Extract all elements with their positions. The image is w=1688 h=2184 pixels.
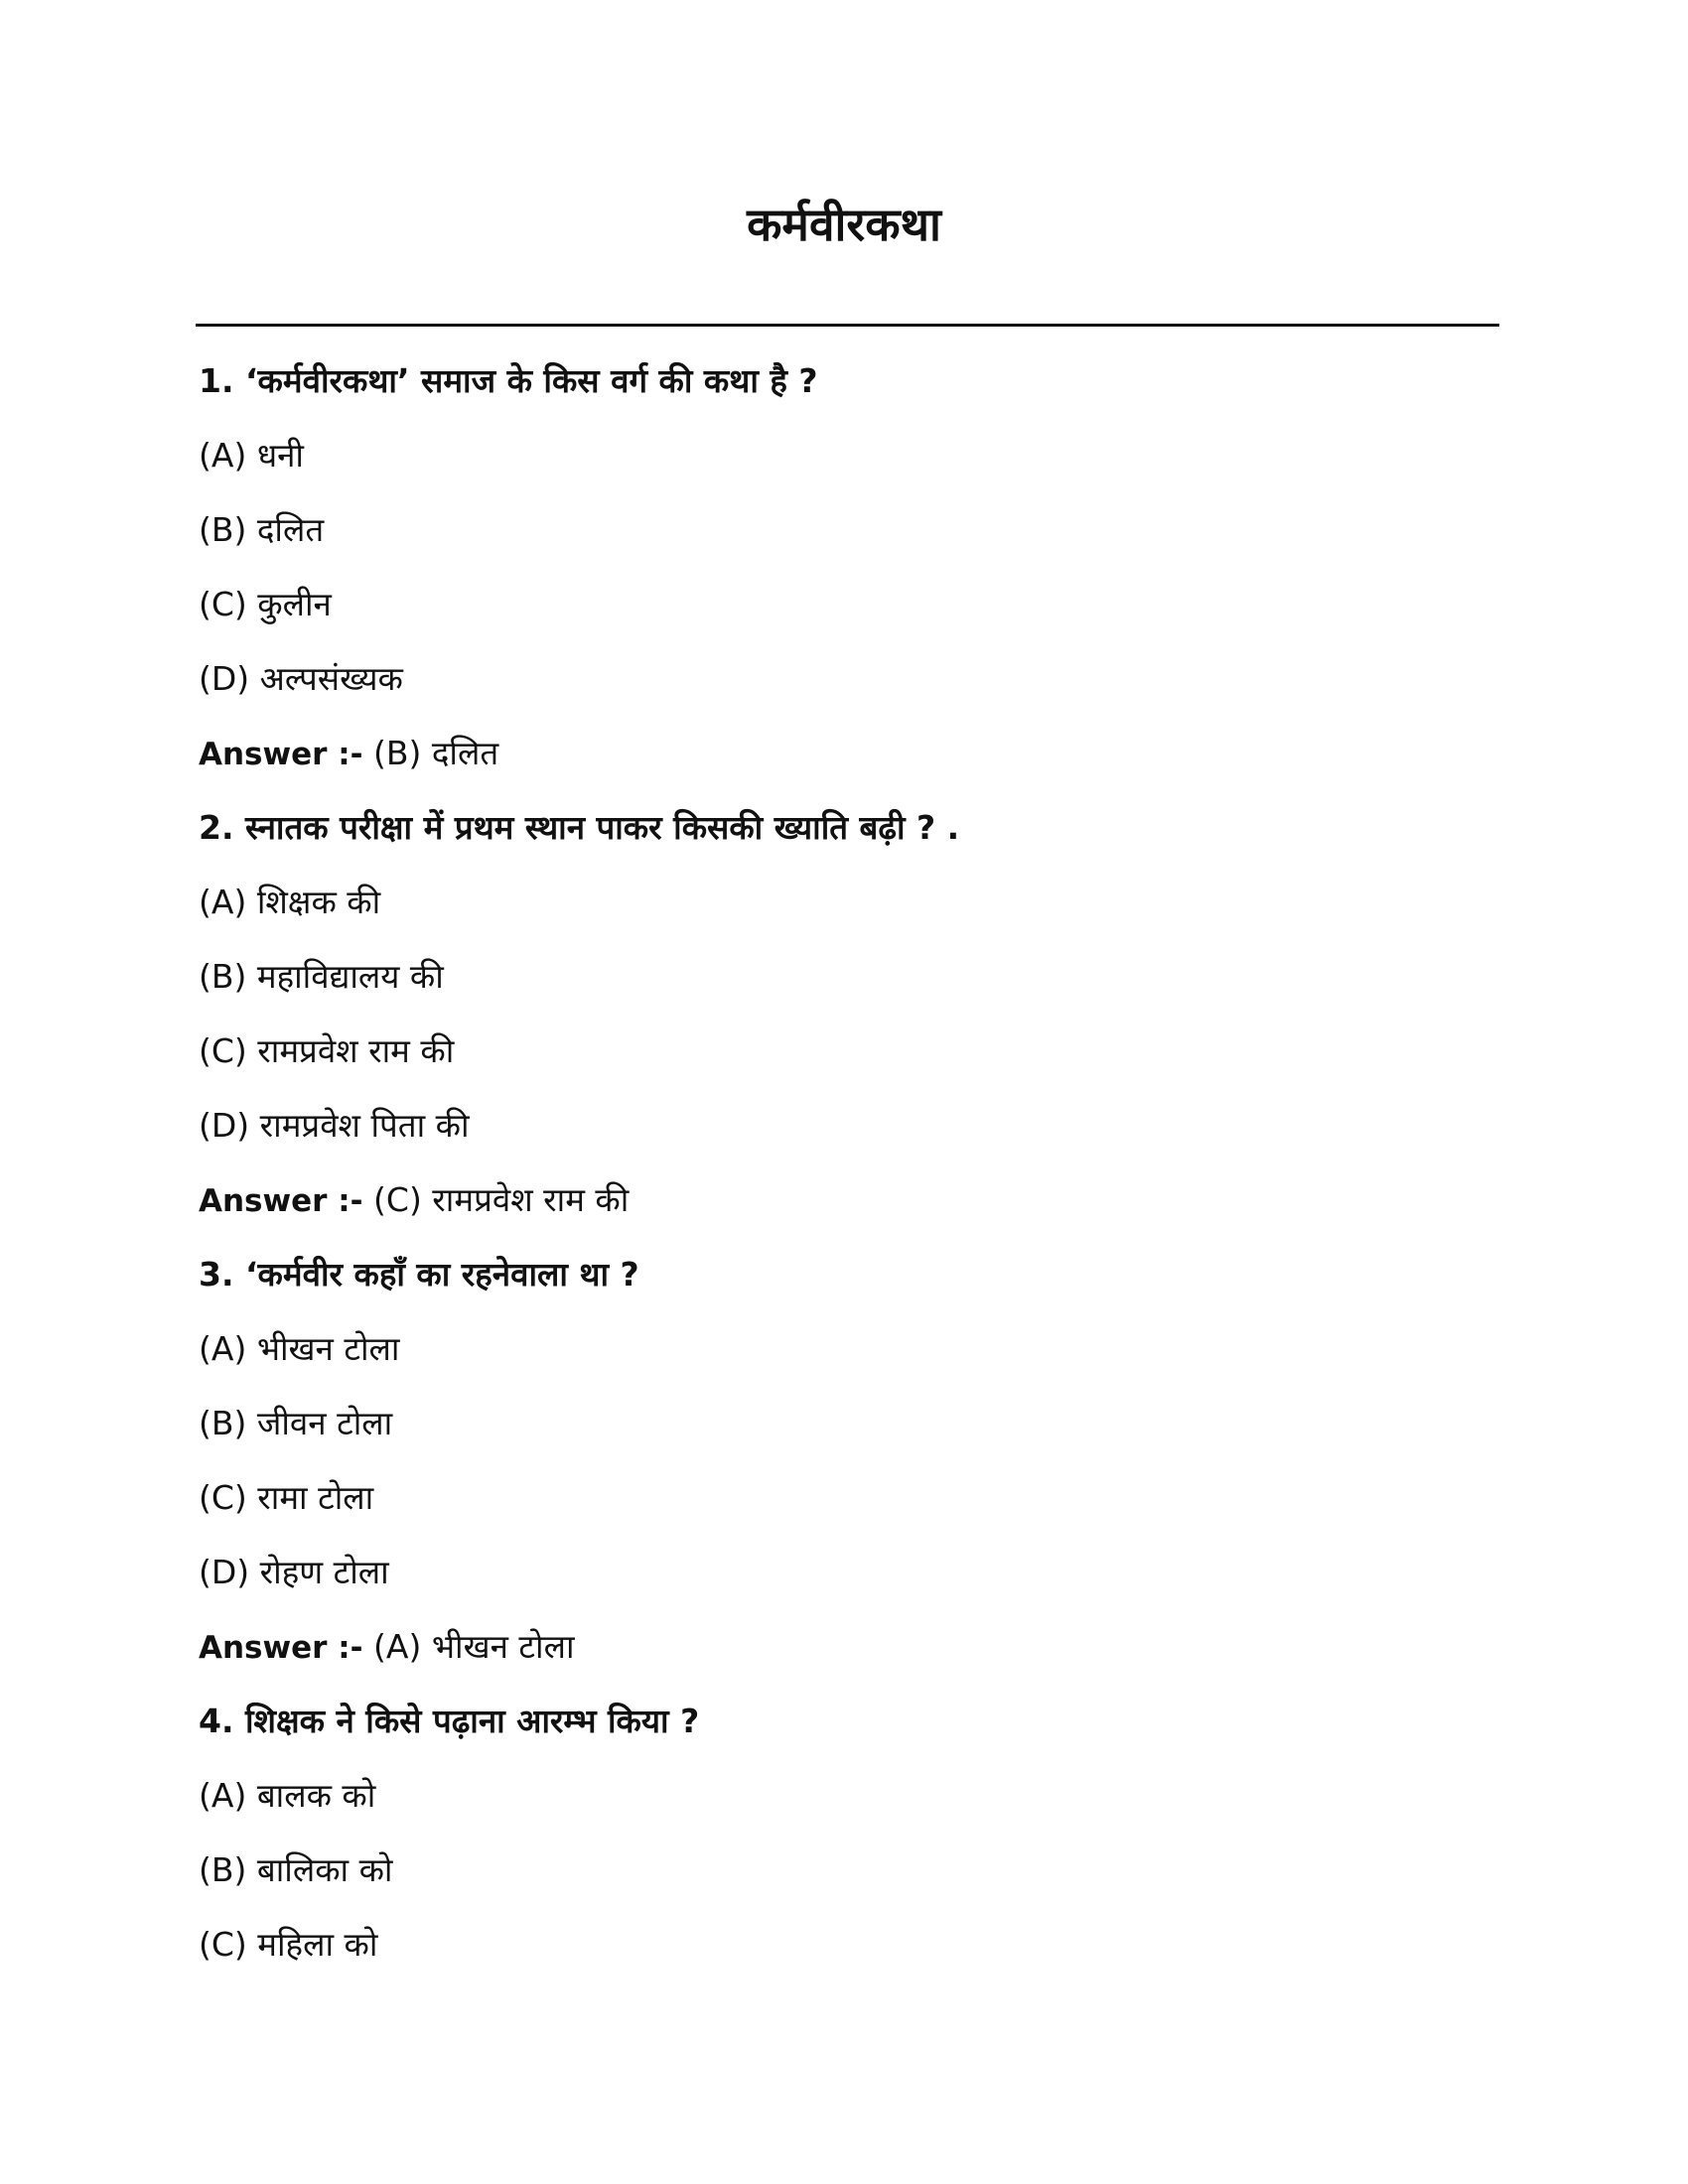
question-number: 4. xyxy=(199,1702,234,1740)
option-c: (C) महिला को xyxy=(199,1925,378,1964)
option-a: (A) बालक को xyxy=(199,1776,376,1815)
question-text: ‘कर्मवीर कहाँ का रहनेवाला था ? xyxy=(245,1255,639,1294)
option-d: (D) रोहण टोला xyxy=(199,1553,389,1591)
answer-value: (C) रामप्रवेश राम की xyxy=(373,1180,630,1219)
answer-2 xyxy=(199,1162,1489,1237)
option-b: (B) महाविद्यालय की xyxy=(199,957,444,996)
answer-label: Answer :- xyxy=(199,737,363,772)
question-2 xyxy=(199,790,1489,865)
option-c: (C) रामप्रवेश राम की xyxy=(199,1031,455,1070)
question-number: 3. xyxy=(199,1255,234,1294)
question-list xyxy=(199,343,1489,1981)
option-d: (D) रामप्रवेश पिता की xyxy=(199,1106,470,1145)
option-b: (B) जीवन टोला xyxy=(199,1404,393,1442)
answer-1 xyxy=(199,716,1489,790)
question-text: स्नातक परीक्षा में प्रथम स्थान पाकर किसकी ख्याति बढ़ी ? . xyxy=(245,808,960,847)
answer-value: (A) भीखन टोला xyxy=(373,1627,575,1666)
question-number: 1. xyxy=(199,361,234,400)
option-b: (B) दलित xyxy=(199,510,325,549)
document-title: कर्मवीरकथा xyxy=(747,198,941,251)
question-3 xyxy=(199,1237,1489,1311)
option-b: (B) बालिका को xyxy=(199,1850,393,1889)
question-text: ‘कर्मवीरकथा’ समाज के किस वर्ग की कथा है ? xyxy=(245,361,818,400)
question-4 xyxy=(199,1684,1489,1758)
answer-value: (B) दलित xyxy=(373,734,499,772)
option-c: (C) कुलीन xyxy=(199,585,332,623)
title-divider xyxy=(196,324,1499,327)
option-c: (C) रामा टोला xyxy=(199,1478,374,1517)
option-a: (A) धनी xyxy=(199,436,304,475)
option-a: (A) भीखन टोला xyxy=(199,1329,400,1368)
option-a: (A) शिक्षक की xyxy=(199,883,381,921)
question-text: शिक्षक ने किसे पढ़ाना आरम्भ किया ? xyxy=(245,1702,700,1740)
answer-3 xyxy=(199,1609,1489,1684)
answer-label: Answer :- xyxy=(199,1183,363,1219)
question-number: 2. xyxy=(199,808,234,847)
question-1 xyxy=(199,343,1489,418)
answer-label: Answer :- xyxy=(199,1630,363,1666)
option-d: (D) अल्पसंख्यक xyxy=(199,659,403,698)
